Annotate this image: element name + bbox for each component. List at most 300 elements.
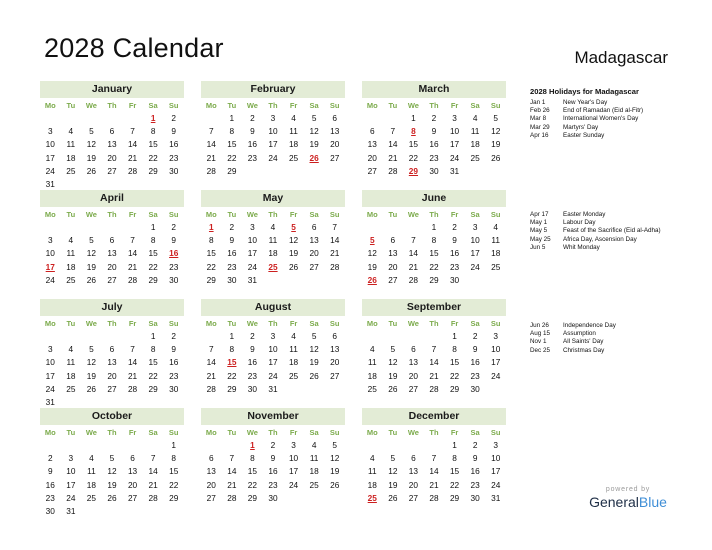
day-cell: 15 bbox=[148, 139, 158, 150]
day-cell: 23 bbox=[247, 370, 258, 381]
empty-day-cell bbox=[403, 221, 424, 234]
day-cell: 4 bbox=[291, 113, 296, 123]
weekday-header-row bbox=[201, 426, 345, 439]
holiday-item bbox=[530, 244, 705, 252]
week-row bbox=[201, 370, 345, 383]
day-cell: 11 bbox=[309, 453, 319, 464]
weekday-label: Tu bbox=[66, 428, 76, 437]
day-cell: 29 bbox=[429, 274, 439, 285]
day-cell: 31 bbox=[449, 165, 460, 176]
day-cell: 15 bbox=[169, 466, 179, 477]
day-cell: 24 bbox=[470, 261, 480, 272]
day-cell: 22 bbox=[449, 479, 460, 490]
day-cell: 31 bbox=[268, 383, 278, 394]
day-cell: 15 bbox=[148, 357, 158, 368]
holiday-day-cell: 26 bbox=[367, 274, 377, 285]
week-row bbox=[362, 465, 506, 478]
day-cell: 21 bbox=[127, 152, 138, 163]
day-cell: 19 bbox=[86, 370, 97, 381]
empty-day-cell bbox=[304, 274, 325, 287]
weekday-label: Fr bbox=[128, 210, 137, 219]
weekday-label: We bbox=[85, 101, 97, 110]
day-cell: 5 bbox=[390, 344, 396, 355]
day-cell: 28 bbox=[429, 492, 439, 503]
weekday-header-row bbox=[362, 426, 506, 439]
day-cell: 7 bbox=[431, 344, 437, 355]
day-cell: 3 bbox=[47, 235, 53, 246]
day-cell: 29 bbox=[148, 165, 158, 176]
weekday-label: Fr bbox=[289, 428, 298, 437]
day-cell: 27 bbox=[408, 383, 419, 394]
holiday-date: Mar 29 bbox=[530, 123, 550, 131]
empty-day-cell bbox=[81, 112, 102, 125]
day-cell: 6 bbox=[109, 344, 115, 355]
day-cell: 24 bbox=[268, 152, 278, 163]
day-cell: 6 bbox=[332, 331, 338, 341]
day-cell: 26 bbox=[330, 479, 340, 490]
empty-day-cell bbox=[403, 330, 424, 343]
empty-day-cell bbox=[283, 383, 304, 396]
weekday-label: Sa bbox=[309, 101, 319, 110]
holiday-name: Easter Monday bbox=[563, 211, 606, 218]
day-cell: 7 bbox=[130, 126, 135, 137]
day-cell: 26 bbox=[309, 370, 319, 381]
day-cell: 20 bbox=[330, 139, 340, 150]
day-cell: 5 bbox=[89, 344, 94, 355]
day-cell: 26 bbox=[388, 383, 398, 394]
week-row bbox=[40, 112, 184, 125]
empty-day-cell bbox=[40, 330, 61, 343]
weekday-label: Su bbox=[329, 428, 340, 437]
day-cell: 16 bbox=[45, 479, 55, 490]
empty-day-cell bbox=[283, 165, 304, 178]
weekday-label: Sa bbox=[148, 428, 158, 437]
day-cell: 12 bbox=[367, 248, 377, 259]
day-cell: 19 bbox=[388, 370, 398, 381]
day-cell: 14 bbox=[206, 357, 216, 368]
week-row bbox=[40, 343, 184, 356]
week-row bbox=[362, 370, 506, 383]
day-cell: 11 bbox=[66, 248, 76, 259]
brand-name-part2: Blue bbox=[638, 494, 667, 510]
empty-day-cell bbox=[383, 330, 404, 343]
weekday-label: Fr bbox=[128, 101, 137, 110]
empty-day-cell bbox=[242, 165, 263, 178]
day-cell: 14 bbox=[127, 357, 138, 368]
weekday-label: Sa bbox=[470, 319, 480, 328]
day-cell: 11 bbox=[491, 235, 501, 246]
holiday-day-cell: 5 bbox=[291, 222, 296, 232]
weekday-label: Mo bbox=[44, 101, 56, 110]
weekday-label: Mo bbox=[366, 319, 378, 328]
holiday-day-cell: 29 bbox=[408, 165, 419, 176]
weekday-label: We bbox=[407, 428, 419, 437]
month-name: September bbox=[362, 299, 506, 316]
week-row bbox=[40, 165, 184, 178]
day-cell: 21 bbox=[148, 479, 158, 490]
empty-day-cell bbox=[362, 221, 383, 234]
day-cell: 30 bbox=[449, 274, 460, 285]
empty-day-cell bbox=[283, 492, 304, 505]
day-cell: 12 bbox=[330, 453, 340, 464]
empty-day-cell bbox=[122, 221, 143, 234]
day-cell: 15 bbox=[449, 357, 460, 368]
page-title: 2028 Calendar bbox=[44, 33, 224, 63]
day-cell: 11 bbox=[268, 235, 278, 246]
day-cell: 12 bbox=[86, 248, 97, 259]
week-row bbox=[201, 479, 345, 492]
day-cell: 14 bbox=[330, 235, 340, 246]
day-cell: 2 bbox=[171, 331, 177, 341]
day-cell: 27 bbox=[330, 370, 340, 381]
day-cell: 4 bbox=[493, 222, 499, 232]
weekday-label: Mo bbox=[44, 428, 56, 437]
weekday-label: Th bbox=[268, 101, 278, 110]
day-cell: 16 bbox=[169, 139, 179, 150]
week-row bbox=[40, 247, 184, 260]
weekday-header-row bbox=[40, 426, 184, 439]
day-cell: 15 bbox=[429, 248, 439, 259]
day-cell: 16 bbox=[247, 357, 258, 368]
day-cell: 29 bbox=[227, 383, 237, 394]
day-cell: 14 bbox=[227, 466, 237, 477]
day-cell: 14 bbox=[127, 139, 138, 150]
day-cell: 4 bbox=[311, 440, 317, 450]
weekday-label: Tu bbox=[388, 210, 398, 219]
day-cell: 4 bbox=[68, 126, 74, 137]
weekday-header-row bbox=[362, 208, 506, 221]
empty-day-cell bbox=[222, 439, 243, 452]
day-cell: 22 bbox=[148, 370, 158, 381]
week-row bbox=[362, 221, 506, 234]
holiday-name: Whit Monday bbox=[563, 243, 600, 251]
day-cell: 15 bbox=[206, 248, 216, 259]
month-name: February bbox=[201, 81, 345, 98]
day-cell: 25 bbox=[309, 479, 319, 490]
day-cell: 25 bbox=[491, 261, 501, 272]
empty-day-cell bbox=[362, 330, 383, 343]
day-cell: 20 bbox=[309, 248, 319, 259]
day-cell: 22 bbox=[206, 261, 216, 272]
day-cell: 5 bbox=[109, 453, 115, 464]
weekday-label: Th bbox=[429, 101, 439, 110]
holiday-day-cell: 25 bbox=[268, 261, 278, 272]
day-cell: 9 bbox=[47, 466, 53, 477]
day-cell: 24 bbox=[491, 479, 501, 490]
week-row bbox=[40, 383, 184, 396]
holiday-date: Dec 25 bbox=[530, 346, 550, 354]
day-cell: 13 bbox=[367, 139, 377, 150]
day-cell: 26 bbox=[491, 152, 501, 163]
day-cell: 21 bbox=[330, 248, 340, 259]
day-cell: 1 bbox=[411, 113, 416, 123]
day-cell: 3 bbox=[47, 344, 53, 355]
week-row bbox=[201, 492, 345, 505]
day-cell: 21 bbox=[429, 479, 439, 490]
holiday-item bbox=[530, 227, 705, 235]
week-row bbox=[201, 125, 345, 138]
week-row bbox=[40, 479, 184, 492]
week-row bbox=[40, 492, 184, 505]
day-cell: 17 bbox=[491, 466, 501, 477]
day-cell: 29 bbox=[169, 492, 179, 503]
day-cell: 6 bbox=[109, 126, 115, 137]
holiday-item bbox=[530, 330, 705, 338]
day-cell: 22 bbox=[429, 261, 439, 272]
brand-name-part1: General bbox=[589, 494, 639, 510]
day-cell: 17 bbox=[491, 357, 501, 368]
weekday-label: Tu bbox=[227, 101, 237, 110]
week-row bbox=[40, 138, 184, 151]
weekday-label: Tu bbox=[227, 210, 237, 219]
empty-day-cell bbox=[383, 221, 404, 234]
weekday-label: Sa bbox=[309, 319, 319, 328]
day-cell: 16 bbox=[429, 139, 439, 150]
empty-day-cell bbox=[61, 330, 82, 343]
weekday-label: Tu bbox=[66, 101, 76, 110]
empty-day-cell bbox=[263, 274, 284, 287]
day-cell: 10 bbox=[449, 126, 460, 137]
day-cell: 29 bbox=[206, 274, 216, 285]
week-row bbox=[362, 356, 506, 369]
holiday-item bbox=[530, 219, 705, 227]
empty-day-cell bbox=[465, 274, 486, 287]
day-cell: 21 bbox=[127, 261, 138, 272]
day-cell: 23 bbox=[449, 261, 460, 272]
week-row bbox=[40, 221, 184, 234]
week-row bbox=[362, 479, 506, 492]
weekday-label: Fr bbox=[289, 101, 298, 110]
day-cell: 6 bbox=[390, 235, 396, 246]
day-cell: 22 bbox=[148, 261, 158, 272]
weekday-label: Su bbox=[329, 101, 340, 110]
week-row bbox=[362, 439, 506, 452]
day-cell: 7 bbox=[150, 453, 156, 464]
day-cell: 19 bbox=[367, 261, 377, 272]
day-cell: 31 bbox=[491, 492, 501, 503]
day-cell: 12 bbox=[388, 357, 398, 368]
day-cell: 20 bbox=[107, 261, 117, 272]
day-cell: 4 bbox=[270, 222, 276, 232]
weekday-label: Tu bbox=[227, 428, 237, 437]
day-cell: 21 bbox=[429, 370, 439, 381]
empty-day-cell bbox=[201, 439, 222, 452]
day-cell: 23 bbox=[169, 370, 179, 381]
weekday-header-row bbox=[201, 208, 345, 221]
day-cell: 4 bbox=[291, 331, 296, 341]
empty-day-cell bbox=[263, 165, 284, 178]
empty-day-cell bbox=[465, 165, 486, 178]
week-row bbox=[40, 125, 184, 138]
weekday-header-row bbox=[40, 317, 184, 330]
day-cell: 18 bbox=[288, 139, 299, 150]
day-cell: 9 bbox=[229, 235, 235, 246]
day-cell: 11 bbox=[87, 466, 96, 477]
day-cell: 10 bbox=[45, 248, 55, 259]
day-cell: 30 bbox=[268, 492, 278, 503]
weekday-label: Sa bbox=[148, 101, 158, 110]
day-cell: 7 bbox=[130, 344, 135, 355]
weekday-label: Su bbox=[490, 428, 501, 437]
day-cell: 24 bbox=[268, 370, 278, 381]
week-row bbox=[201, 247, 345, 260]
day-cell: 24 bbox=[247, 261, 258, 272]
brand-logo bbox=[588, 486, 668, 510]
day-cell: 4 bbox=[369, 453, 375, 464]
day-cell: 8 bbox=[208, 235, 214, 246]
day-cell: 1 bbox=[150, 331, 156, 341]
day-cell: 8 bbox=[431, 235, 437, 246]
day-cell: 16 bbox=[268, 466, 278, 477]
day-cell: 31 bbox=[247, 274, 258, 285]
day-cell: 27 bbox=[107, 383, 117, 394]
empty-day-cell bbox=[383, 112, 404, 125]
day-cell: 18 bbox=[309, 466, 319, 477]
day-cell: 26 bbox=[86, 165, 97, 176]
day-cell: 17 bbox=[288, 466, 299, 477]
day-cell: 3 bbox=[472, 222, 478, 232]
holiday-day-cell: 17 bbox=[45, 261, 55, 272]
weekday-label: Fr bbox=[289, 210, 298, 219]
day-cell: 15 bbox=[227, 139, 237, 150]
month-august bbox=[201, 299, 345, 396]
week-row bbox=[362, 274, 506, 287]
weekday-label: We bbox=[246, 428, 258, 437]
day-cell: 24 bbox=[45, 274, 55, 285]
day-cell: 30 bbox=[169, 165, 179, 176]
holiday-item bbox=[530, 322, 705, 330]
day-cell: 6 bbox=[369, 126, 375, 137]
day-cell: 11 bbox=[289, 344, 298, 355]
day-cell: 7 bbox=[390, 126, 396, 137]
holiday-name: New Year's Day bbox=[563, 99, 608, 106]
day-cell: 10 bbox=[268, 126, 278, 137]
day-cell: 13 bbox=[107, 139, 117, 150]
week-row bbox=[362, 234, 506, 247]
week-row bbox=[40, 505, 184, 518]
week-row bbox=[362, 125, 506, 138]
empty-day-cell bbox=[81, 221, 102, 234]
weekday-label: Mo bbox=[44, 319, 56, 328]
week-row bbox=[201, 165, 345, 178]
day-cell: 17 bbox=[45, 370, 55, 381]
day-cell: 14 bbox=[206, 139, 216, 150]
day-cell: 25 bbox=[66, 383, 76, 394]
day-cell: 3 bbox=[493, 440, 499, 450]
empty-day-cell bbox=[122, 505, 143, 518]
holiday-date: Feb 26 bbox=[530, 107, 550, 115]
day-cell: 2 bbox=[250, 113, 255, 123]
empty-day-cell bbox=[102, 505, 123, 518]
day-cell: 21 bbox=[408, 261, 419, 272]
holiday-day-cell: 26 bbox=[309, 152, 319, 163]
empty-day-cell bbox=[40, 221, 61, 234]
weekday-label: Fr bbox=[450, 210, 459, 219]
day-cell: 19 bbox=[491, 139, 501, 150]
weekday-label: We bbox=[246, 319, 258, 328]
day-cell: 19 bbox=[388, 479, 398, 490]
month-name: November bbox=[201, 408, 345, 425]
day-cell: 11 bbox=[289, 126, 298, 137]
holiday-name: Easter Sunday bbox=[563, 131, 605, 139]
weekday-label: Tu bbox=[66, 319, 76, 328]
day-cell: 8 bbox=[229, 126, 235, 137]
empty-day-cell bbox=[403, 439, 424, 452]
empty-day-cell bbox=[201, 112, 222, 125]
month-june bbox=[362, 190, 506, 287]
empty-day-cell bbox=[485, 383, 506, 396]
week-row bbox=[40, 152, 184, 165]
day-cell: 20 bbox=[330, 357, 340, 368]
day-cell: 19 bbox=[309, 139, 319, 150]
month-december bbox=[362, 408, 506, 505]
day-cell: 28 bbox=[206, 383, 216, 394]
day-cell: 13 bbox=[107, 357, 117, 368]
day-cell: 18 bbox=[86, 479, 97, 490]
day-cell: 28 bbox=[429, 383, 439, 394]
day-cell: 28 bbox=[127, 383, 138, 394]
holiday-date: May 5 bbox=[530, 227, 548, 235]
day-cell: 31 bbox=[66, 505, 76, 516]
day-cell: 4 bbox=[472, 113, 478, 123]
week-row bbox=[362, 383, 506, 396]
month-july bbox=[40, 299, 184, 409]
day-cell: 20 bbox=[206, 479, 216, 490]
weekday-label: We bbox=[407, 210, 419, 219]
day-cell: 11 bbox=[66, 139, 76, 150]
day-cell: 22 bbox=[408, 152, 419, 163]
day-cell: 8 bbox=[229, 344, 235, 355]
day-cell: 27 bbox=[408, 492, 419, 503]
day-cell: 25 bbox=[66, 165, 76, 176]
day-cell: 10 bbox=[268, 344, 278, 355]
weekday-header-row bbox=[201, 99, 345, 112]
week-row bbox=[40, 370, 184, 383]
weekday-header-row bbox=[201, 317, 345, 330]
day-cell: 16 bbox=[169, 357, 179, 368]
day-cell: 13 bbox=[388, 248, 398, 259]
day-cell: 13 bbox=[330, 344, 340, 355]
day-cell: 25 bbox=[470, 152, 480, 163]
day-cell: 20 bbox=[408, 479, 419, 490]
day-cell: 6 bbox=[208, 453, 214, 464]
day-cell: 13 bbox=[408, 466, 419, 477]
week-row bbox=[201, 261, 345, 274]
day-cell: 23 bbox=[169, 152, 179, 163]
weekday-label: Mo bbox=[366, 428, 378, 437]
day-cell: 8 bbox=[452, 453, 457, 464]
empty-day-cell bbox=[485, 274, 506, 287]
empty-day-cell bbox=[324, 274, 345, 287]
day-cell: 18 bbox=[367, 370, 377, 381]
week-row bbox=[201, 274, 345, 287]
day-cell: 24 bbox=[66, 492, 76, 503]
day-cell: 14 bbox=[429, 466, 439, 477]
day-cell: 27 bbox=[309, 261, 319, 272]
day-cell: 2 bbox=[47, 453, 53, 464]
month-name: July bbox=[40, 299, 184, 316]
holiday-day-cell: 1 bbox=[150, 113, 156, 123]
week-row bbox=[362, 138, 506, 151]
day-cell: 23 bbox=[247, 152, 258, 163]
empty-day-cell bbox=[362, 439, 383, 452]
day-cell: 17 bbox=[449, 139, 460, 150]
day-cell: 3 bbox=[493, 331, 499, 341]
day-cell: 17 bbox=[66, 479, 76, 490]
empty-day-cell bbox=[81, 439, 102, 452]
day-cell: 5 bbox=[493, 113, 499, 123]
weekday-label: Sa bbox=[309, 210, 319, 219]
